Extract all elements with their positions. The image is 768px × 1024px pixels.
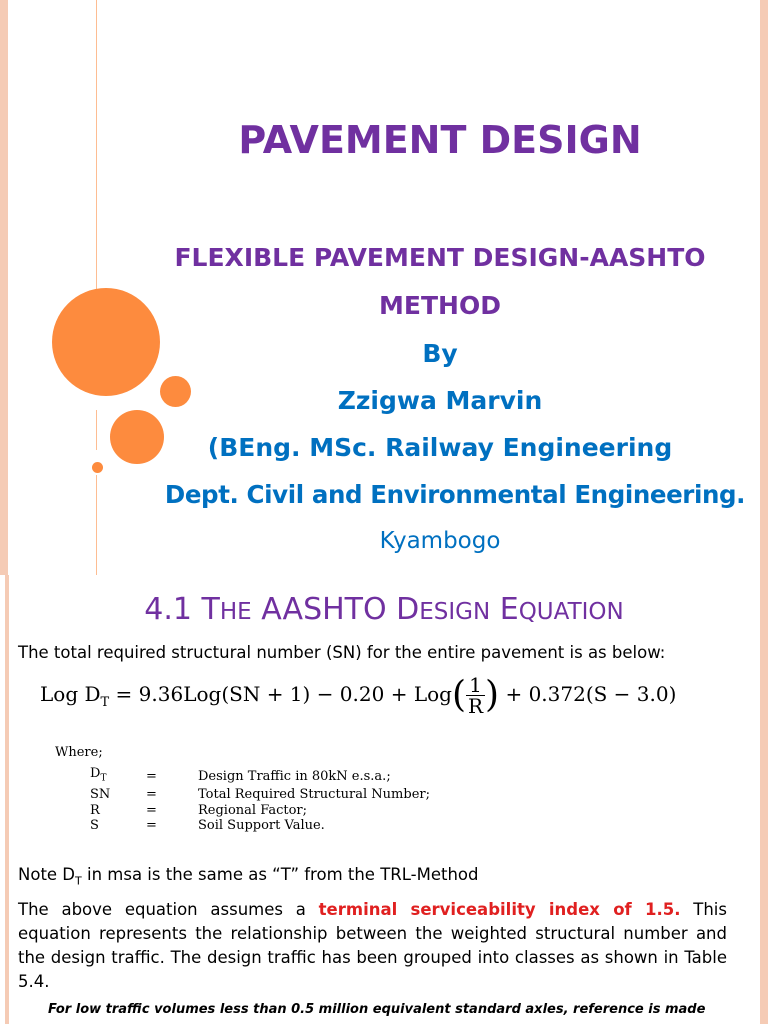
note-text: Note $D_T$ in msa is the same as “T” from the TRL-Method bbox=[18, 865, 479, 888]
definitions-table bbox=[90, 766, 430, 834]
definition-symbol: SN bbox=[90, 787, 111, 803]
equation-lhs-subscript: T bbox=[100, 695, 110, 710]
author-name: Zzigwa Marvin bbox=[337, 386, 543, 415]
content-slide bbox=[0, 575, 768, 1024]
section-heading bbox=[0, 592, 768, 627]
decorative-circle-tiny bbox=[92, 462, 103, 473]
heading-part: HE bbox=[219, 599, 252, 625]
definition-text: Total Required Structural Number; bbox=[198, 787, 430, 803]
definition-symbol: R bbox=[90, 802, 100, 818]
aashto-equation bbox=[40, 675, 676, 716]
definition-equals: = bbox=[146, 768, 157, 784]
slide-subtitle-line2: METHOD bbox=[379, 291, 501, 320]
institution: Kyambogo bbox=[379, 528, 501, 554]
decorative-line bbox=[96, 0, 97, 290]
equation-fraction bbox=[466, 675, 485, 716]
definition-row bbox=[90, 787, 430, 803]
by-label: By bbox=[422, 339, 458, 368]
where-label: Where; bbox=[55, 745, 103, 760]
slide-title: PAVEMENT DESIGN bbox=[238, 118, 642, 162]
definition-row bbox=[90, 818, 430, 834]
definition-row bbox=[90, 766, 430, 787]
fraction-denominator: R bbox=[467, 694, 484, 718]
definition-equals: = bbox=[146, 787, 157, 803]
equation-lhs: Log D bbox=[40, 682, 101, 706]
fraction-numerator: 1 bbox=[466, 675, 485, 696]
equation-paren-close: ) bbox=[485, 674, 500, 716]
author-credentials: (BEng. MSc. Railway Engineering bbox=[207, 433, 673, 462]
slide-left-border bbox=[5, 575, 9, 1024]
heading-part: QUATION bbox=[518, 599, 624, 625]
slide-right-border bbox=[760, 0, 768, 575]
equation-rhs-part1: = 9.36Log(SN + 1) − 0.20 + Log bbox=[109, 682, 452, 706]
intro-text: The total required structural number (SN) for the entire pavement is as below: bbox=[18, 643, 666, 662]
heading-part: T bbox=[201, 592, 220, 627]
definition-text: Design Traffic in 80kN e.s.a.; bbox=[198, 768, 391, 784]
definition-equals: = bbox=[146, 818, 157, 834]
slide-right-border bbox=[760, 575, 768, 1024]
definition-equals: = bbox=[146, 802, 157, 818]
decorative-line bbox=[96, 410, 97, 450]
equation-paren-open: ( bbox=[451, 674, 466, 716]
heading-number: 4.1 bbox=[144, 592, 202, 627]
heading-part: E bbox=[490, 592, 519, 627]
definition-text: Soil Support Value. bbox=[198, 818, 325, 834]
department: Dept. Civil and Environmental Engineering. bbox=[164, 480, 746, 509]
definition-text: Regional Factor; bbox=[198, 802, 308, 818]
equation-rhs-part2: + 0.372(S − 3.0) bbox=[499, 682, 677, 706]
decorative-line bbox=[96, 475, 97, 575]
heading-part: ESIGN bbox=[419, 599, 491, 625]
slide-subtitle-line1: FLEXIBLE PAVEMENT DESIGN-AASHTO bbox=[174, 243, 706, 272]
definition-symbol: S bbox=[90, 818, 99, 834]
slide-left-border bbox=[0, 0, 8, 575]
highlighted-text: terminal serviceability index of 1.5. bbox=[318, 900, 681, 919]
heading-part: AASHTO D bbox=[251, 592, 420, 627]
definition-symbol: $D_T$ bbox=[90, 766, 107, 784]
footer-note: For low traffic volumes less than 0.5 million equivalent standard axles, reference is made bbox=[48, 1002, 706, 1017]
definition-row bbox=[90, 803, 430, 819]
body-paragraph: The above equation assumes a terminal serviceability index of 1.5. This equation represents the relationship between the weighted structural number and the design traffic. The design traffic has been grouped into classes as shown in Table 5.4. bbox=[18, 900, 727, 991]
